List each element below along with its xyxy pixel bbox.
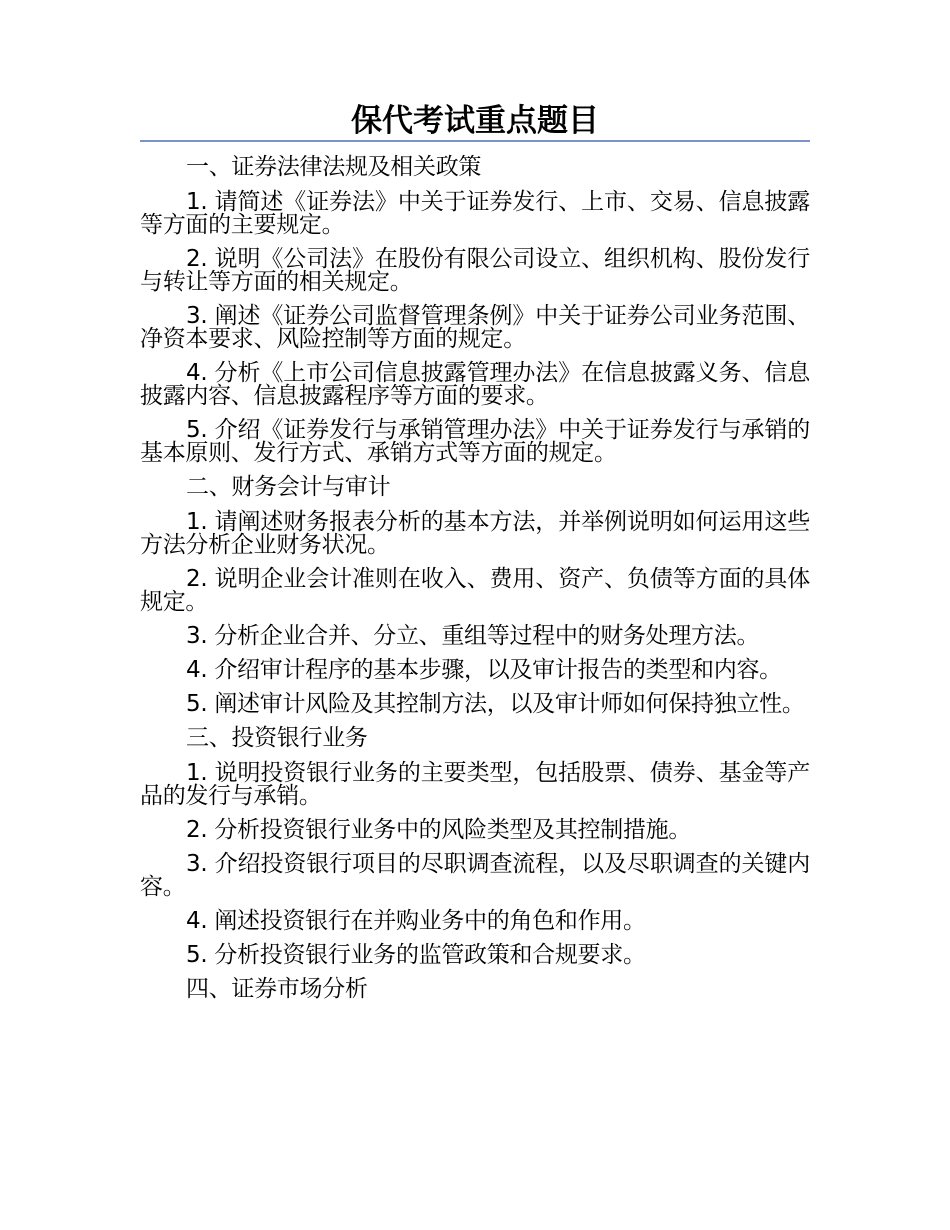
question-1-1: 1. 请简述《证券法》中关于证券发行、上市、交易、信息披露等方面的主要规定。: [140, 189, 810, 238]
question-2-4: 4. 介绍审计程序的基本步骤，以及审计报告的类型和内容。: [186, 657, 782, 683]
title-underline: [140, 140, 810, 142]
section-heading-1: 一、证券法律法规及相关政策: [186, 154, 482, 180]
section-heading-4: 四、证券市场分析: [186, 976, 368, 1002]
question-1-2: 2. 说明《公司法》在股份有限公司设立、组织机构、股份发行与转让等方面的相关规定。: [140, 246, 810, 295]
question-3-5: 5. 分析投资银行业务的监管政策和合规要求。: [186, 942, 646, 968]
question-3-1: 1. 说明投资银行业务的主要类型，包括股票、债券、基金等产品的发行与承销。: [140, 760, 810, 809]
document-body: [140, 156, 810, 1013]
question-3-2: 2. 分析投资银行业务中的风险类型及其控制措施。: [186, 817, 692, 843]
question-1-4: 4. 分析《上市公司信息披露管理办法》在信息披露义务、信息披露内容、信息披露程序等方面的要求。: [140, 360, 810, 409]
question-2-5: 5. 阐述审计风险及其控制方法，以及审计师如何保持独立性。: [186, 691, 805, 717]
question-2-3: 3. 分析企业合并、分立、重组等过程中的财务处理方法。: [186, 623, 760, 649]
document-title: 保代考试重点题目: [351, 103, 599, 139]
question-2-2: 2. 说明企业会计准则在收入、费用、资产、负债等方面的具体规定。: [140, 566, 810, 615]
section-heading-2: 二、财务会计与审计: [186, 474, 391, 500]
question-3-3: 3. 介绍投资银行项目的尽职调查流程，以及尽职调查的关键内容。: [140, 851, 810, 900]
question-3-4: 4. 阐述投资银行在并购业务中的角色和作用。: [186, 908, 646, 934]
question-2-1: 1. 请阐述财务报表分析的基本方法，并举例说明如何运用这些方法分析企业财务状况。: [140, 509, 810, 558]
question-1-3: 3. 阐述《证券公司监督管理条例》中关于证券公司业务范围、净资本要求、风险控制等方面的规定。: [140, 303, 810, 352]
question-1-5: 5. 介绍《证券发行与承销管理办法》中关于证券发行与承销的基本原则、发行方式、承销方式等方面的规定。: [140, 417, 810, 466]
section-heading-3: 三、投资银行业务: [186, 725, 368, 751]
